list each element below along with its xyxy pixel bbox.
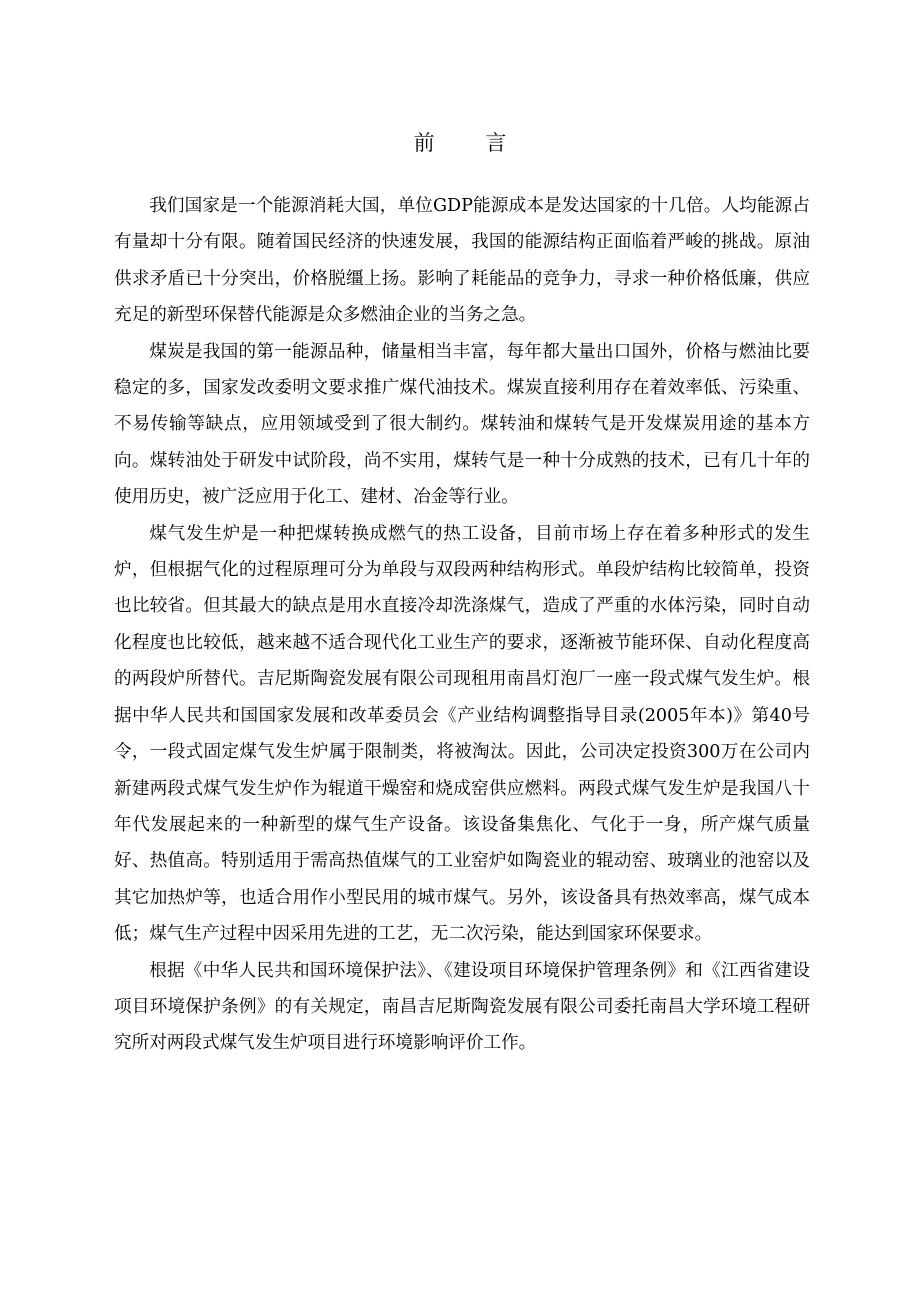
page-title: 前 言 bbox=[413, 131, 529, 155]
paragraph-gas-producer: 煤气发生炉是一种把煤转换成燃气的热工设备，目前市场上存在着多种形式的发生炉，但根据气化的过程原理可分为单段与双段两种结构形式。单段炉结构比较简单，投资也比较省。但其最大的缺点是用水直接冷却洗涤煤气，造成了严重的水体污染，同时自动化程度也比较低，越来越不适合现代化工业生产的要求，逐渐被节能环保、自动化程度高的两段炉所替代。吉尼斯陶瓷发展有限公司现租用南昌灯泡厂一座一段式煤气发生炉。根据中华人民共和国国家发展和改革委员会《产业结构调整指导目录(2005年本)》第40号令，一段式固定煤气发生炉属于限制类，将被淘汰。因此，公司决定投资300万在公司内新建两段式煤气发生炉作为辊道干燥窑和烧成窑供应燃料。两段式煤气发生炉是我国八十年代发展起来的一种新型的煤气生产设备。该设备集焦化、气化于一身，所产煤气质量好、热值高。特别适用于需高热值煤气的工业窑炉如陶瓷业的辊动窑、玻璃业的池窑以及其它加热炉等，也适合用作小型民用的城市煤气。另外，该设备具有热效率高，煤气成本低；煤气生产过程中因采用先进的工艺，无二次污染，能达到国家环保要求。 bbox=[114, 523, 810, 945]
document-body bbox=[114, 188, 810, 1062]
paragraph-energy-consumption: 我们国家是一个能源消耗大国，单位GDP能源成本是发达国家的十几倍。人均能源占有量却十分有限。随着国民经济的快速发展，我国的能源结构正面临着严峻的挑战。原油供求矛盾已十分突出，价格脱缰上扬。影响了耗能品的竞争力，寻求一种价格低廉，供应充足的新型环保替代能源是众多燃油企业的当务之急。 bbox=[114, 196, 810, 326]
paragraph-coal-resources: 煤炭是我国的第一能源品种，储量相当丰富，每年都大量出口国外，价格与燃油比要稳定的多，国家发改委明文要求推广煤代油技术。煤炭直接利用存在着效率低、污染重、不易传输等缺点，应用领域受到了很大制约。煤转油和煤转气是开发煤炭用途的基本方向。煤转油处于研发中试阶段，尚不实用，煤转气是一种十分成熟的技术，已有几十年的使用历史，被广泛应用于化工、建材、冶金等行业。 bbox=[114, 341, 810, 508]
paragraph-assessment-basis: 根据《中华人民共和国环境保护法》、《建设项目环境保护管理条例》和《江西省建设项目环境保护条例》的有关规定，南昌吉尼斯陶瓷发展有限公司委托南昌大学环境工程研究所对两段式煤气发生炉项目进行环境影响评价工作。 bbox=[114, 960, 810, 1054]
